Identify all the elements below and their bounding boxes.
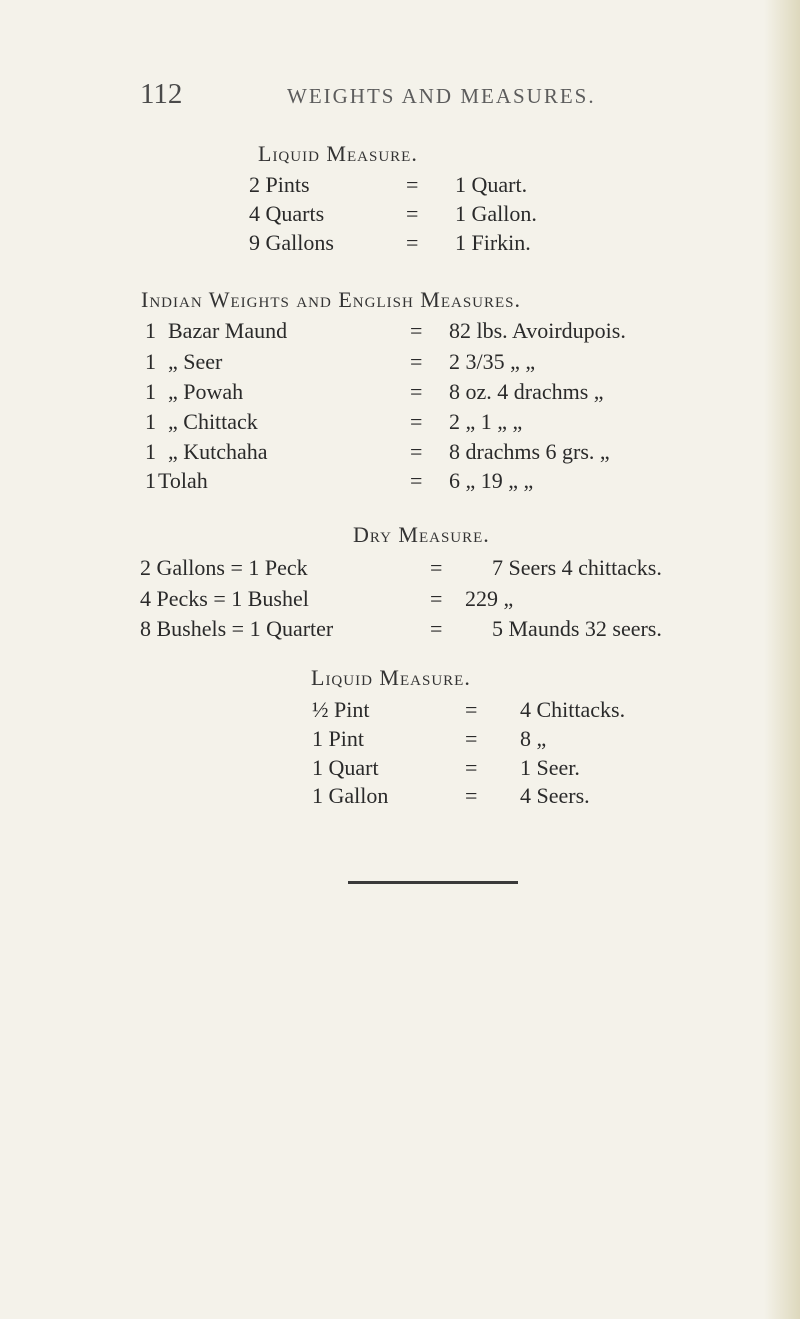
running-title: WEIGHTS AND MEASURES. — [287, 84, 596, 108]
value: 1 Quart. — [455, 172, 528, 197]
qty: 4 Quarts — [249, 201, 325, 226]
liquid-measure-heading: Liquid Measure. — [258, 141, 418, 166]
equals-sign: = — [410, 468, 423, 493]
unit: Bazar Maund — [168, 318, 288, 343]
equivalence: 8 Bushels = 1 Quarter — [140, 616, 334, 641]
equals-sign: = — [410, 409, 423, 434]
dry-measure-row — [0, 616, 800, 646]
equals-sign: = — [465, 755, 478, 780]
value: 1 Gallon. — [455, 201, 537, 226]
equals-sign: = — [406, 172, 419, 197]
unit: „ Seer — [168, 349, 223, 374]
qty: 1 Pint — [312, 726, 364, 751]
value: 229 „ — [465, 586, 514, 611]
liquid-measure-2-row — [0, 783, 800, 813]
value: 8 „ — [520, 726, 547, 751]
equivalence: 4 Pecks = 1 Bushel — [140, 586, 309, 611]
liquid-measure-2-heading: Liquid Measure. — [311, 665, 471, 690]
unit: „ Powah — [168, 379, 244, 404]
qty: 9 Gallons — [249, 230, 334, 255]
count: 1 — [145, 318, 156, 343]
indian-weights-row — [0, 439, 800, 469]
value: 4 Chittacks. — [520, 697, 626, 722]
value: 5 Maunds 32 seers. — [492, 616, 662, 641]
count: 1 — [145, 468, 156, 493]
equals-sign: = — [410, 379, 423, 404]
value: 2 „ 1 „ „ — [449, 409, 523, 434]
count: 1 — [145, 379, 156, 404]
equivalence: 2 Gallons = 1 Peck — [140, 555, 308, 580]
equals-sign: = — [465, 726, 478, 751]
liquid-measure-2-row — [0, 726, 800, 756]
equals-sign: = — [410, 318, 423, 343]
page-number: 112 — [140, 78, 183, 110]
count: 1 — [145, 439, 156, 464]
qty: ½ Pint — [312, 697, 370, 722]
liquid-measure-2-row — [0, 755, 800, 785]
liquid-measure-row — [0, 201, 800, 231]
equals-sign: = — [406, 201, 419, 226]
indian-weights-row — [0, 318, 800, 348]
qty: 2 Pints — [249, 172, 310, 197]
liquid-measure-row — [0, 230, 800, 260]
equals-sign: = — [430, 616, 443, 641]
value: 1 Firkin. — [455, 230, 531, 255]
dry-measure-row — [0, 586, 800, 616]
indian-weights-row — [0, 379, 800, 409]
value: 6 „ 19 „ „ — [449, 468, 534, 493]
equals-sign: = — [465, 783, 478, 808]
unit: „ Chittack — [168, 409, 258, 434]
indian-weights-row — [0, 468, 800, 498]
equals-sign: = — [465, 697, 478, 722]
liquid-measure-row — [0, 172, 800, 202]
equals-sign: = — [410, 349, 423, 374]
equals-sign: = — [430, 555, 443, 580]
liquid-measure-2-row — [0, 697, 800, 727]
value: 1 Seer. — [520, 755, 580, 780]
indian-weights-row — [0, 349, 800, 379]
equals-sign: = — [410, 439, 423, 464]
unit: „ Kutchaha — [168, 439, 268, 464]
dry-measure-row — [0, 555, 800, 585]
dry-measure-heading: Dry Measure. — [353, 522, 490, 547]
count: 1 — [145, 409, 156, 434]
unit: Tolah — [158, 468, 208, 493]
indian-weights-heading: Indian Weights and English Measures. — [141, 287, 522, 312]
value: 7 Seers 4 chittacks. — [492, 555, 662, 580]
qty: 1 Quart — [312, 755, 379, 780]
value: 8 oz. 4 drachms „ — [449, 379, 604, 404]
end-rule — [348, 881, 518, 884]
equals-sign: = — [406, 230, 419, 255]
value: 8 drachms 6 grs. „ — [449, 439, 610, 464]
qty: 1 Gallon — [312, 783, 389, 808]
indian-weights-row — [0, 409, 800, 439]
value: 2 3/35 „ „ — [449, 349, 536, 374]
value: 82 lbs. Avoirdupois. — [449, 318, 626, 343]
value: 4 Seers. — [520, 783, 590, 808]
count: 1 — [145, 349, 156, 374]
equals-sign: = — [430, 586, 443, 611]
